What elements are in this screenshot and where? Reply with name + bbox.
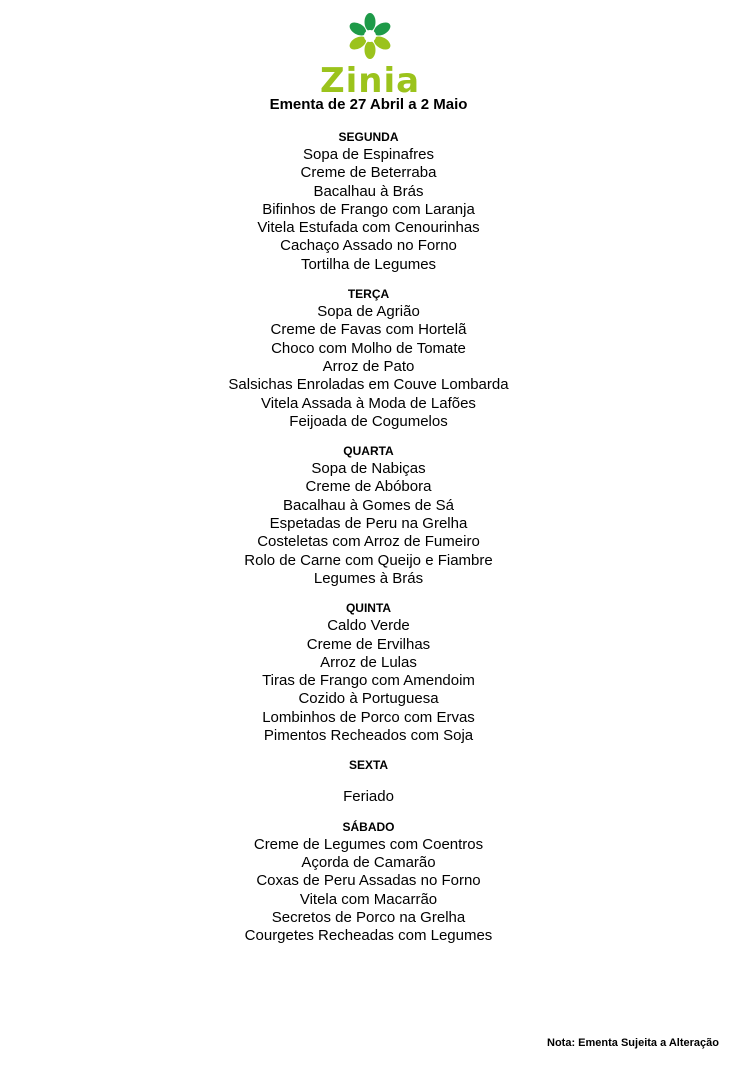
dish: Tiras de Frango com Amendoim: [262, 672, 475, 690]
weekly-menu: [0, 128, 737, 956]
dish: Costeletas com Arroz de Fumeiro: [257, 533, 480, 551]
dish: Creme de Legumes com Coentros: [253, 835, 484, 853]
dish: Arroz de Lulas: [320, 653, 417, 671]
dish: Pimentos Recheados com Soja: [263, 727, 474, 745]
dish: Sopa de Nabiças: [311, 460, 426, 478]
day-label: TERÇA: [347, 287, 390, 302]
day-saturday: [0, 818, 737, 946]
day-label: SÁBADO: [342, 819, 395, 834]
dish: Courgetes Recheadas com Legumes: [244, 927, 493, 945]
disclaimer-note: Nota: Ementa Sujeita a Alteração: [547, 1037, 719, 1049]
dish: Creme de Abóbora: [305, 478, 432, 496]
dish: Vitela Estufada com Cenourinhas: [257, 219, 480, 237]
dish: Feriado: [343, 788, 394, 806]
dish: Vitela com Macarrão: [299, 890, 438, 908]
dish: Lombinhos de Porco com Ervas: [262, 708, 475, 726]
dish: Cozido à Portuguesa: [298, 690, 439, 708]
logo-wordmark: Zinia: [319, 61, 421, 101]
dish: Espetadas de Peru na Grelha: [269, 515, 468, 533]
day-friday: [0, 756, 737, 806]
dish: Bacalhau à Gomes de Sá: [283, 496, 454, 514]
day-monday: [0, 128, 737, 274]
dish: Coxas de Peru Assadas no Forno: [256, 872, 481, 890]
dish: Rolo de Carne com Queijo e Fiambre: [244, 551, 493, 569]
day-thursday: [0, 599, 737, 745]
dish: Caldo Verde: [327, 617, 410, 635]
dish: Salsichas Enroladas em Couve Lombarda: [228, 376, 509, 394]
dish: Sopa de Espinafres: [303, 146, 434, 163]
dish: Arroz de Pato: [322, 357, 415, 375]
dish: Tortilha de Legumes: [300, 255, 437, 273]
day-label: SEXTA: [348, 758, 389, 773]
dish: Creme de Beterraba: [300, 164, 437, 182]
zinia-logo: [318, 12, 422, 101]
dish: Choco com Molho de Tomate: [271, 339, 466, 357]
flower-icon: [318, 12, 422, 64]
day-wednesday: [0, 442, 737, 588]
dish: Creme de Ervilhas: [306, 635, 431, 653]
day-label: QUARTA: [343, 444, 394, 459]
day-label: QUINTA: [345, 601, 392, 616]
dish: Feijoada de Cogumelos: [289, 412, 448, 430]
menu-title: Ementa de 27 Abril a 2 Maio: [269, 96, 468, 113]
day-label: SEGUNDA: [338, 130, 399, 144]
dish: Creme de Favas com Hortelã: [270, 321, 467, 339]
dish: Açorda de Camarão: [301, 853, 436, 871]
dish: Cachaço Assado no Forno: [280, 237, 457, 255]
dish: Legumes à Brás: [313, 569, 424, 587]
dish: Sopa de Agrião: [317, 303, 420, 321]
dish: Vitela Assada à Moda de Lafões: [261, 394, 476, 412]
dish: Bacalhau à Brás: [313, 182, 424, 200]
day-tuesday: [0, 285, 737, 431]
dish: Bifinhos de Frango com Laranja: [262, 200, 475, 218]
dish: Secretos de Porco na Grelha: [271, 908, 466, 926]
